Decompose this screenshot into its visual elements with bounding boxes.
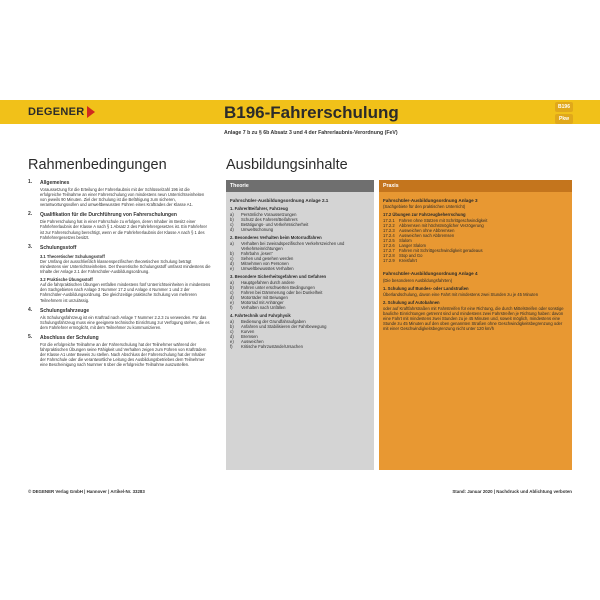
theorie-group-heading: 2. Besonderes Verhalten beim Motorradfahren (230, 235, 322, 241)
rahmen-item-text: Auf die fahrpraktischen Übungen entfallen mindestens fünf Unterrichtseinheiten in mindestens den Sachgebieten nach Anlage 3 Nummer 17.2 und Anlage 4 Nummer 1 und 2 der Fahrschüler-Ausbildungsordnung. Die gleichzeitige praktische Schulung von mehreren Teilnehmern ist unzulässig. (40, 282, 211, 303)
item-text: Schutz des Fahrers/Beifahrers (241, 217, 298, 223)
item-code: d) (230, 295, 234, 301)
item-code: 17.2.8 (383, 253, 395, 259)
item-text: Stop and Go (399, 253, 423, 259)
rahmen-list (28, 180, 211, 372)
item-code: b) (230, 285, 234, 291)
item-code: 17.2.9 (383, 258, 395, 264)
item-code: c) (230, 290, 234, 296)
praxis-subtitle: (Die besonderen Ausbildungsfahrten) (383, 277, 453, 283)
item-code: 17.2.1 (383, 218, 395, 224)
rahmen-item-heading: Allgemeines (40, 180, 70, 186)
item-text: Bremsen (241, 334, 258, 340)
rahmen-item-number: 3. (28, 243, 33, 250)
theorie-header: Theorie (226, 180, 374, 192)
logo-triangle-icon (87, 106, 95, 118)
item-text: Sehen und gesehen werden (241, 256, 294, 262)
praxis-header: Praxis (379, 180, 572, 192)
rahmen-item-text: Die Fahrerschulung hat in einer Fahrschule zu erfolgen, deren Inhaber im Besitz einer Fahrlehrerlaubnis der Klasse A nach § 1 Absatz 2 des Fahrlehrergesetzes ist. Ein Fahrlehrer ist zur Fahrerschulung berechtigt, wenn er die Fahrlehrerlaubnis der Klasse A nach § 1 des Fahrlehrergesetzes besitzt. (40, 219, 208, 240)
item-text: Fahrbahn „lesen“ (241, 251, 273, 257)
item-text: Kurven (241, 329, 255, 335)
rahmen-item-heading: Abschluss der Schulung (40, 334, 99, 341)
praxis-group-heading: 17.2 Übungen zur Fahrzeugbeherrschung (383, 212, 466, 218)
item-text: Kritische Fahrzustände/Ursachen (241, 344, 303, 350)
item-code: c) (230, 222, 234, 228)
praxis-paragraph: oder auf Kraftfahrstraßen mit Fahrstreifen für eine Richtung, die durch Mittelstreifen oder sonstige bauliche Einrichtungen getrennt sind und mindestens zwei Fahrstreifen je Richtung haben: davon eine Fahrt mit mindestens zwei Stunden zu je 45 Minuten und, soweit möglich, mindestens eine Stunde zu 45 Minuten auf den oben genannten Straßen ohne Geschwindigkeitsbegrenzung oder mit einer Geschwindigkeitsbegrenzung nicht unter 120 km/h (383, 305, 564, 331)
rahmen-item-number: 4. (28, 306, 33, 313)
praxis-panel (379, 180, 572, 470)
item-text: Umweltbewusstes Verhalten (241, 266, 294, 272)
rahmen-item-text: Der Umfang der ausschließlich klassenspezifischen theoretischen Schulung beträgt mindestens vier Unterrichtseinheiten. Der theoretische Schulungsstoff umfasst mindestens die Inhalte der Anlage 2.1 der Fahrschüler-Ausbildungsordnung. (40, 258, 211, 275)
item-code: a) (230, 241, 234, 247)
item-text: Ausweichen (241, 339, 264, 345)
item-text: Slalom (399, 238, 412, 244)
item-code: b) (230, 324, 234, 330)
item-text: Ausweichen nach Abbremsen (399, 233, 455, 239)
item-text: Kreisfahrt (399, 258, 417, 264)
item-text: Langer Slalom (399, 243, 427, 249)
theorie-panel (226, 180, 374, 470)
list-item (230, 241, 370, 251)
rahmenbedingungen-title: Rahmenbedingungen (28, 157, 167, 173)
rahmen-item-text: Voraussetzung für die Erteilung der Fahrerlaubnis mit der Schlüsselzahl 196 ist die erfolgreiche Teilnahme an einer Fahrerschulung von mindestens neun Unterrichtseinheiten von jeweils 90 Minuten. Ziel der Schulung ist die Befähigung zum sicheren, verantwortungsvollen und umweltbewussten Führen eines Kraftrades der Klasse A1. (40, 187, 205, 208)
item-code: 17.2.3 (383, 228, 395, 234)
list-item (383, 258, 568, 263)
item-code: 17.2.2 (383, 223, 395, 229)
footer-publisher: © DEGENER Verlag GmbH | Hannover | Artikel-Nr. 33283 (28, 489, 145, 494)
rahmen-subheading: 3.2 Praktische Übungsstoff (40, 277, 93, 283)
praxis-title: Fahrschüler-Ausbildungsordnung Anlage 4 (383, 271, 478, 277)
rahmen-subheading: 3.1 Theoretischer Schulungsstoff (40, 253, 105, 259)
item-text: Mitnehmen von Personen (241, 261, 289, 267)
item-text: Motorrad mit Anhänger (241, 300, 284, 306)
item-text: Umweltschonung (241, 227, 274, 233)
rahmen-item-heading: Schulungsfahrzeuge (40, 307, 90, 314)
ausbildungsinhalte-title: Ausbildungsinhalte (226, 157, 348, 173)
theorie-title: Fahrschüler-Ausbildungsordnung Anlage 2.1 (230, 198, 329, 203)
praxis-title: Fahrschüler-Ausbildungsordnung Anlage 3 (383, 198, 478, 203)
theorie-group-heading: 3. Besondere Sicherheitsgefahren und Gefahren (230, 274, 327, 280)
item-code: 17.2.5 (383, 238, 395, 244)
rahmen-item-number: 1. (28, 179, 33, 185)
item-code: d) (230, 227, 234, 233)
item-code: f) (230, 344, 233, 350)
item-code: e) (230, 339, 234, 345)
item-text: Fahren bei Dämmerung oder bei Dunkelheit (241, 290, 323, 296)
document-title: B196-Fahrerschulung (224, 103, 399, 122)
rahmen-item-number: 5. (28, 333, 33, 340)
praxis-paragraph: Überlandschulung, davon eine Fahrt mit mindestens zwei Stunden zu je 45 Minuten (383, 291, 539, 297)
item-code: 17.2.6 (383, 243, 395, 249)
praxis-subtitle: (Sachgebiete für den praktischen Unterricht) (383, 204, 466, 210)
rahmen-item-number: 2. (28, 211, 33, 218)
item-text: Bedienung der Grundfahraufgaben (241, 319, 306, 325)
item-code: d) (230, 261, 234, 267)
item-code: e) (230, 300, 234, 306)
item-code: f) (230, 305, 233, 311)
rahmen-item (28, 212, 211, 239)
item-code: c) (230, 256, 234, 262)
list-item (230, 266, 370, 271)
rahmen-item (28, 245, 211, 303)
item-text: Betätigungs- und Verkehrssicherheit (241, 222, 309, 228)
item-text: Fahren ohne Stützen mit Schrittgeschwindigkeit (399, 218, 488, 224)
item-code: 17.2.4 (383, 233, 395, 239)
item-text: Fahren mit Schrittgeschwindigkeit geradeaus (399, 248, 483, 254)
rahmen-item-heading: Qualifikation für die Durchführung von Fahrerschulungen (40, 212, 177, 219)
item-code: d) (230, 334, 234, 340)
rahmen-item (28, 308, 211, 330)
item-code: a) (230, 212, 234, 218)
badge-top: B196 (555, 102, 573, 112)
logo-text: DEGENER (28, 105, 85, 118)
badge-bottom: Pkw (555, 114, 573, 124)
theorie-group-heading: 4. Fahrtechnik und Fahrphysik (230, 313, 291, 319)
item-text: Ausweichen ohne Abbremsen (399, 228, 455, 234)
item-code: c) (230, 329, 234, 335)
item-text: Fahren unter erschwerten Bedingungen (241, 285, 315, 291)
item-text: Abbremsen mit höchstmöglicher Verzögerung (399, 223, 484, 229)
class-badge (555, 102, 573, 124)
item-text: Verhalten bei zweiradspezifischen Verkehrszeichen und Verkehrseinrichtungen (241, 241, 345, 252)
item-code: e) (230, 266, 234, 272)
item-code: a) (230, 319, 234, 325)
list-item (230, 227, 370, 232)
document-subtitle: Anlage 7 b zu § 6b Absatz 3 und 4 der Fahrerlaubnis-Verordnung (FeV) (224, 130, 398, 136)
item-text: Hauptgefahren durch andere (241, 280, 295, 286)
item-code: a) (230, 280, 234, 286)
rahmen-item (28, 335, 211, 367)
item-text: Anfahren und Stabilisieren der Fahrbewegung (241, 324, 327, 330)
rahmen-item-text: Als Schulungsfahrzeug ist ein Kraftrad nach Anlage 7 Nummer 2.2.3 zu verwenden. Für das Schulungsfahrzeug muss eine geeignete technische Einrichtung zur Verfügung stehen, die es dem Fahrlehrer ermöglicht, mit dem Teilnehmer zu kommunizieren. (40, 314, 210, 330)
theorie-group-heading: 1. Fahrer/Beifahrer, Fahrzeug (230, 206, 288, 212)
item-code: b) (230, 217, 234, 223)
item-text: Motorräder mit Beiwagen (241, 295, 288, 301)
footer-status: Stand: Januar 2020 | Nachdruck und Ablichtung verboten (452, 489, 572, 494)
item-text: Verhalten nach Unfällen (241, 305, 286, 311)
degener-logo (28, 104, 95, 119)
rahmen-item-text: Für die erfolgreiche Teilnahme an der Fahrerschulung hat der Teilnehmer während der fahrpraktischen Übungen seine Fähigkeit und Verhalten zeigen zum Führen von Krafträdern der Klasse A1 unter Beweis zu stellen. Nach Abschluss der Fahrerschulung hat der Inhaber der Fahrschule oder die verantwortliche Leitung des Ausbildungsbetriebes dem Teilnehmer eine Bescheinigung nach Nummer 6 über die erfolgreiche Teilnahme auszustellen. (40, 341, 207, 368)
list-item (230, 344, 370, 349)
list-item (230, 305, 370, 310)
praxis-group-heading: 1. Schulung auf Bundes- oder Landstraßen (383, 285, 469, 291)
item-code: 17.2.7 (383, 248, 395, 254)
item-code: b) (230, 251, 234, 257)
praxis-group-heading: 2. Schulung auf Autobahnen (383, 299, 440, 305)
rahmen-item (28, 180, 211, 207)
item-text: Persönliche Voraussetzungen (241, 212, 297, 218)
rahmen-item-heading: Schulungsstoff (40, 244, 77, 251)
